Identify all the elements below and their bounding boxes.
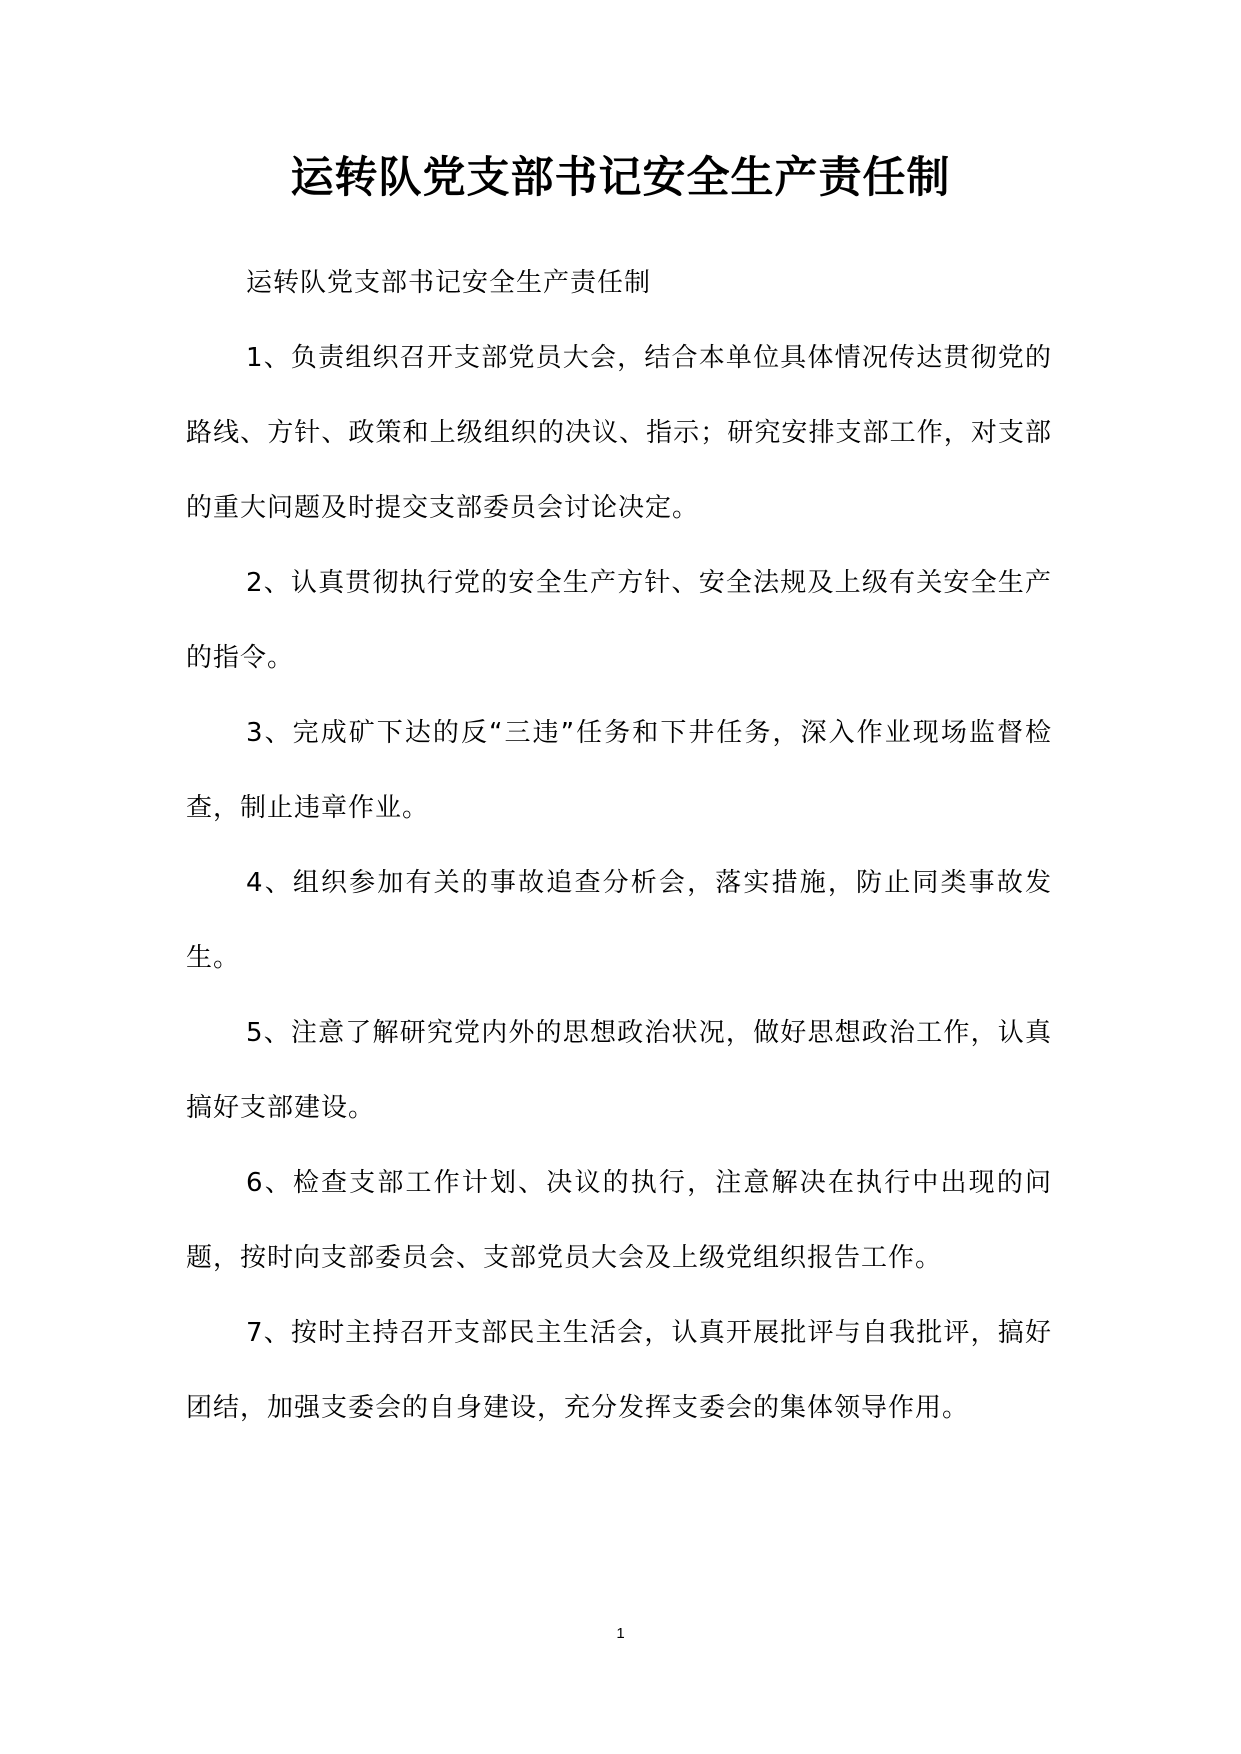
paragraph-3: 3、完成矿下达的反“三违”任务和下井任务，深入作业现场监督检查，制止违章作业。	[186, 718, 1052, 823]
document-subtitle: 运转队党支部书记安全生产责任制	[246, 268, 652, 298]
document-title: 运转队党支部书记安全生产责任制	[290, 153, 951, 203]
document-body	[186, 246, 1052, 1446]
page-number: 1	[616, 1625, 625, 1642]
paragraph-7: 7、按时主持召开支部民主生活会，认真开展批评与自我批评，搞好团结，加强支委会的自身建设，充分发挥支委会的集体领导作用。	[186, 1318, 1052, 1423]
paragraph-6: 6、检查支部工作计划、决议的执行，注意解决在执行中出现的问题，按时向支部委员会、支部党员大会及上级党组织报告工作。	[186, 1168, 1052, 1273]
paragraph-4: 4、组织参加有关的事故追查分析会，落实措施，防止同类事故发生。	[186, 868, 1052, 973]
paragraph-5: 5、注意了解研究党内外的思想政治状况，做好思想政治工作，认真搞好支部建设。	[186, 1018, 1052, 1123]
paragraph-2: 2、认真贯彻执行党的安全生产方针、安全法规及上级有关安全生产的指令。	[186, 568, 1052, 673]
paragraph-1: 1、负责组织召开支部党员大会，结合本单位具体情况传达贯彻党的路线、方针、政策和上级组织的决议、指示；研究安排支部工作，对支部的重大问题及时提交支部委员会讨论决定。	[186, 343, 1052, 523]
